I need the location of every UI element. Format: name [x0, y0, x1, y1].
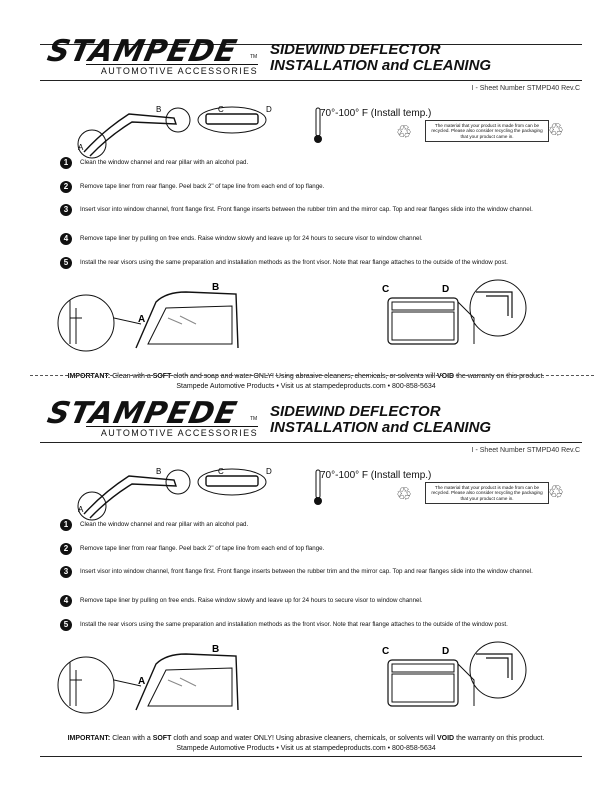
step-number: 4 [60, 233, 72, 245]
brand-tm: TM [250, 416, 258, 422]
recycle-note: The material that your product is made from can be recycled. Please also consider recycling the packaging that your product came in. [425, 482, 549, 504]
contact-line: Stampede Automotive Products • Visit us at stampedeproducts.com • 800-858-5634 [176, 745, 436, 752]
label-b: B [156, 467, 162, 476]
label-c: C [382, 646, 390, 657]
recycle-note: The material that your product is made from can be recycled. Please also consider recycling the packaging that your product came in. [425, 120, 549, 142]
step-number: 1 [60, 157, 72, 169]
title-rule [40, 442, 582, 443]
instruction-sheet [0, 22, 612, 394]
step-number: 4 [60, 595, 72, 607]
step-number: 3 [60, 566, 72, 578]
label-b: B [156, 105, 162, 114]
visor-diagram [74, 462, 274, 522]
important-text: cloth and soap and water ONLY! Using abrasive cleaners, chemicals, or solvents will [173, 735, 436, 742]
step-text: Insert visor into window channel, front flange first. Front flange inserts between the rubber trim and the mirror cap. Top and rear flanges slide into the window channel. [80, 568, 533, 575]
step-number: 1 [60, 519, 72, 531]
rear-visor-figure [378, 278, 528, 358]
step-number: 3 [60, 204, 72, 216]
step-number: 5 [60, 619, 72, 631]
title-line-2: INSTALLATION and CLEANING [270, 419, 492, 436]
void-emphasis: VOID [436, 373, 455, 380]
recycle-icon: ♲ [548, 482, 565, 502]
step-text: Clean the window channel and rear pillar with an alcohol pad. [80, 159, 249, 166]
label-a: A [78, 143, 84, 152]
recycle-icon: ♲ [396, 484, 413, 504]
install-temp: 70°-100° F (Install temp.) [320, 108, 432, 119]
label-a: A [138, 314, 146, 325]
brand-name: STAMPEDE [44, 34, 241, 69]
soft-emphasis: SOFT [152, 373, 172, 380]
step-text: Remove tape liner from rear flange. Peel back 2" of tape line from each end of top flange. [80, 545, 325, 552]
step-text: Remove tape liner by pulling on free ends. Raise window slowly and leave up for 24 hours to secure visor to window channel. [80, 235, 423, 242]
label-a: A [138, 676, 146, 687]
step-number: 2 [60, 181, 72, 193]
front-visor-figure [56, 278, 246, 356]
contact-line: Stampede Automotive Products • Visit us at stampedeproducts.com • 800-858-5634 [176, 383, 436, 390]
step-number: 2 [60, 543, 72, 555]
important-label: IMPORTANT: [67, 735, 111, 742]
label-d: D [266, 467, 272, 476]
label-c: C [218, 105, 224, 114]
void-emphasis: VOID [436, 735, 455, 742]
important-text: Clean with a [112, 735, 151, 742]
brand-name: STAMPEDE [44, 396, 241, 431]
soft-emphasis: SOFT [152, 735, 172, 742]
recycle-icon: ♲ [548, 120, 565, 140]
footer-rule [40, 756, 582, 757]
rear-visor-figure [378, 640, 528, 720]
label-c: C [382, 284, 390, 295]
brand-tm: TM [250, 54, 258, 60]
recycle-icon: ♲ [396, 122, 413, 142]
step-text: Insert visor into window channel, front flange first. Front flange inserts between the rubber trim and the mirror cap. Top and rear flanges slide into the window channel. [80, 206, 533, 213]
step-text: Remove tape liner from rear flange. Peel back 2" of tape line from each end of top flange. [80, 183, 325, 190]
instruction-sheet [0, 384, 612, 756]
step-text: Install the rear visors using the same preparation and installation methods as the front visor. Note that rear flange attaches to the outside of the window post. [80, 259, 508, 266]
brand-tagline: AUTOMOTIVE ACCESSORIES [86, 64, 258, 76]
brand-logo [44, 34, 258, 82]
important-text: cloth and soap and water ONLY! Using abrasive cleaners, chemicals, or solvents will [173, 373, 436, 380]
step-number: 5 [60, 257, 72, 269]
title-rule [40, 80, 582, 81]
label-d: D [442, 284, 450, 295]
important-text: the warranty on this product. [456, 735, 545, 742]
label-b: B [212, 282, 220, 293]
title-line-1: SIDEWIND DEFLECTOR [270, 41, 441, 58]
visor-diagram [74, 100, 274, 160]
label-a: A [78, 505, 84, 514]
sheet-number: I - Sheet Number STMPD40 Rev.C [471, 85, 580, 92]
sheet-number: I - Sheet Number STMPD40 Rev.C [471, 447, 580, 454]
cut-line [30, 375, 594, 376]
title-line-1: SIDEWIND DEFLECTOR [270, 403, 441, 420]
label-d: D [442, 646, 450, 657]
important-note [0, 734, 612, 754]
step-text: Install the rear visors using the same preparation and installation methods as the front visor. Note that rear flange attaches to the outside of the window post. [80, 621, 508, 628]
title-line-2: INSTALLATION and CLEANING [270, 57, 492, 74]
important-text: the warranty on this product. [456, 373, 545, 380]
page-title [270, 404, 491, 436]
step-text: Clean the window channel and rear pillar with an alcohol pad. [80, 521, 249, 528]
install-temp: 70°-100° F (Install temp.) [320, 470, 432, 481]
step-text: Remove tape liner by pulling on free ends. Raise window slowly and leave up for 24 hours to secure visor to window channel. [80, 597, 423, 604]
brand-tagline: AUTOMOTIVE ACCESSORIES [86, 426, 258, 438]
important-label: IMPORTANT: [67, 373, 111, 380]
label-c: C [218, 467, 224, 476]
label-d: D [266, 105, 272, 114]
front-visor-figure [56, 640, 246, 718]
label-b: B [212, 644, 220, 655]
important-text: Clean with a [112, 373, 151, 380]
brand-logo [44, 396, 258, 444]
page-title [270, 42, 491, 74]
